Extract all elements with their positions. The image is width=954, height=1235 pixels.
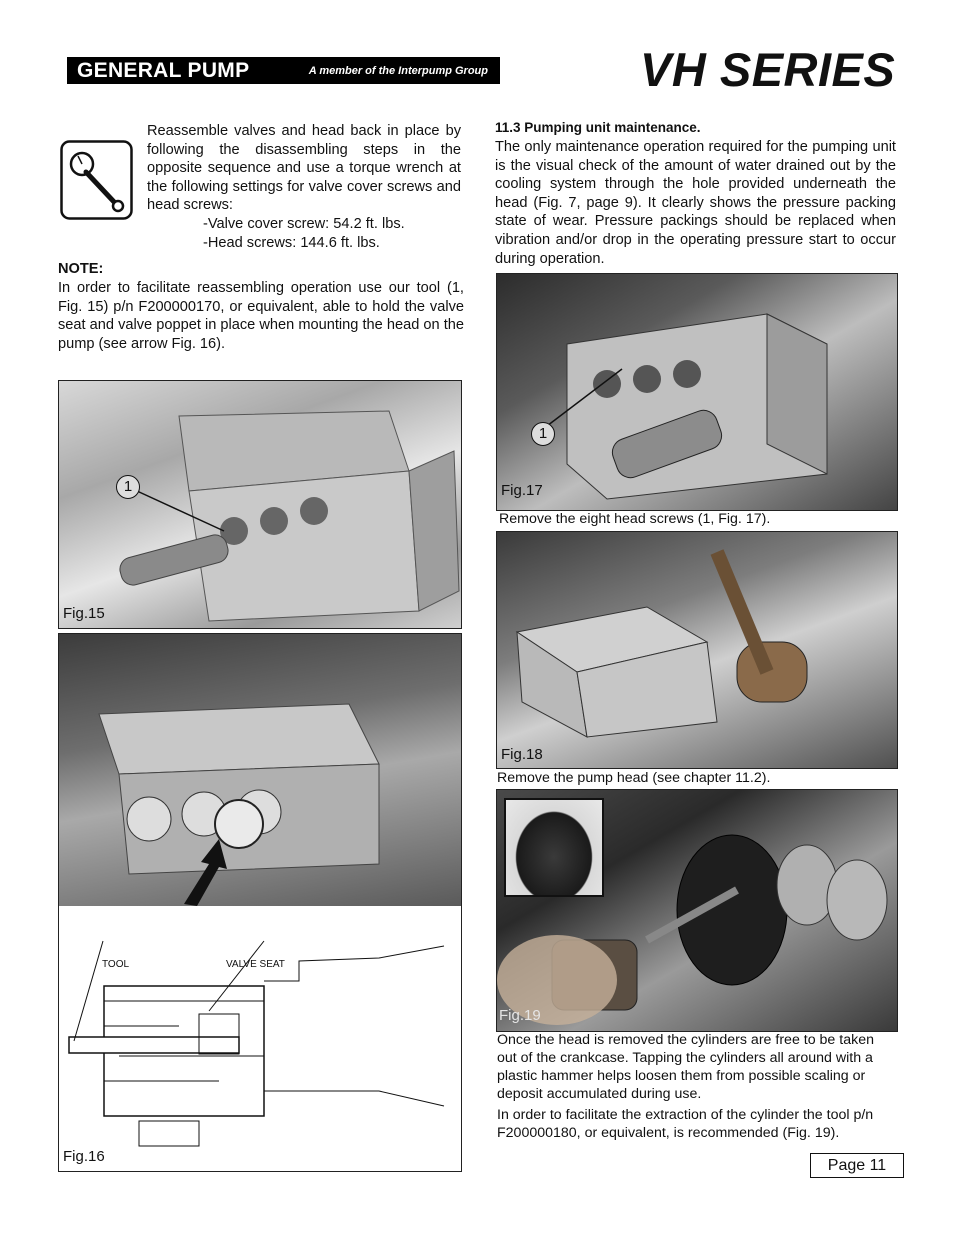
fig15-callout: 1: [116, 475, 140, 499]
fig15-label: Fig.15: [63, 605, 105, 622]
fig16-tool-label: TOOL: [102, 959, 130, 970]
fig16-panel: [58, 633, 462, 1172]
brand-name: GENERAL PUMP: [77, 58, 250, 82]
brand-tagline: A member of the Interpump Group: [308, 64, 488, 77]
note-text: In order to facilitate reassembling operation use our tool (1, Fig. 15) p/n F200000170, or equivalent, able to hold the valve seat and valve poppet in place when mounting the head on the pump (see arrow Fig. 16).: [58, 280, 464, 352]
fig19-caption-2: In order to facilitate the extraction of the cylinder the tool p/n F200000180, or equivalent, is recommended (Fig. 19).: [497, 1107, 874, 1141]
fig18-drawing: [497, 532, 897, 768]
fig16-section-drawing: [59, 906, 461, 1171]
section-text: The only maintenance operation required for the pumping unit is the visual check of the amount of water drained out by the cooling system through the hole provided underneath the head (Fig. 7, page 9). It clearly shows the pressure packing state of wear. Pressure packings should be replaced when vibration and/or drop in the operating pressure start to occur during operation.: [495, 139, 896, 267]
head-screws-setting: -Head screws: 144.6 ft. lbs.: [203, 235, 380, 251]
fig19-inset: [504, 798, 604, 897]
fig17-drawing: [497, 274, 897, 510]
fig16-photo: [59, 634, 461, 906]
brand-banner: [67, 57, 500, 84]
fig17-photo: [496, 273, 898, 511]
fig16-label: Fig.16: [63, 1148, 105, 1165]
section-title: 11.3 Pumping unit maintenance.: [495, 120, 701, 135]
fig17-caption: Remove the eight head screws (1, Fig. 17).: [499, 511, 771, 527]
fig15-drawing: [59, 381, 461, 628]
fig16-valve-seat-label: VALVE SEAT: [226, 959, 285, 970]
fig16-photo-drawing: [59, 634, 461, 906]
note-title: NOTE:: [58, 261, 104, 277]
fig19-photo: [496, 789, 898, 1032]
fig18-label: Fig.18: [501, 746, 543, 763]
fig18-caption: Remove the pump head (see chapter 11.2).: [497, 770, 771, 786]
series-title: VH SERIES: [640, 43, 896, 96]
fig15-photo: [58, 380, 462, 629]
valve-cover-setting: -Valve cover screw: 54.2 ft. lbs.: [203, 216, 405, 232]
torque-wrench-icon: [60, 140, 133, 220]
fig19-caption-1: Once the head is removed the cylinders are free to be taken out of the crankcase. Tapping the cylinders all around with a plastic hammer helps loosen them from possible scaling or deposit accumulated during use.: [497, 1032, 874, 1102]
fig18-photo: [496, 531, 898, 769]
reassemble-text: Reassemble valves and head back in place by following the disassembling steps in the opposite sequence and use a torque wrench at the following settings for valve cover screws and head screws:: [147, 123, 461, 214]
page-number: Page 11: [810, 1153, 904, 1178]
fig19-label: Fig.19: [499, 1007, 541, 1024]
fig17-label: Fig.17: [501, 482, 543, 499]
fig17-callout: 1: [531, 422, 555, 446]
